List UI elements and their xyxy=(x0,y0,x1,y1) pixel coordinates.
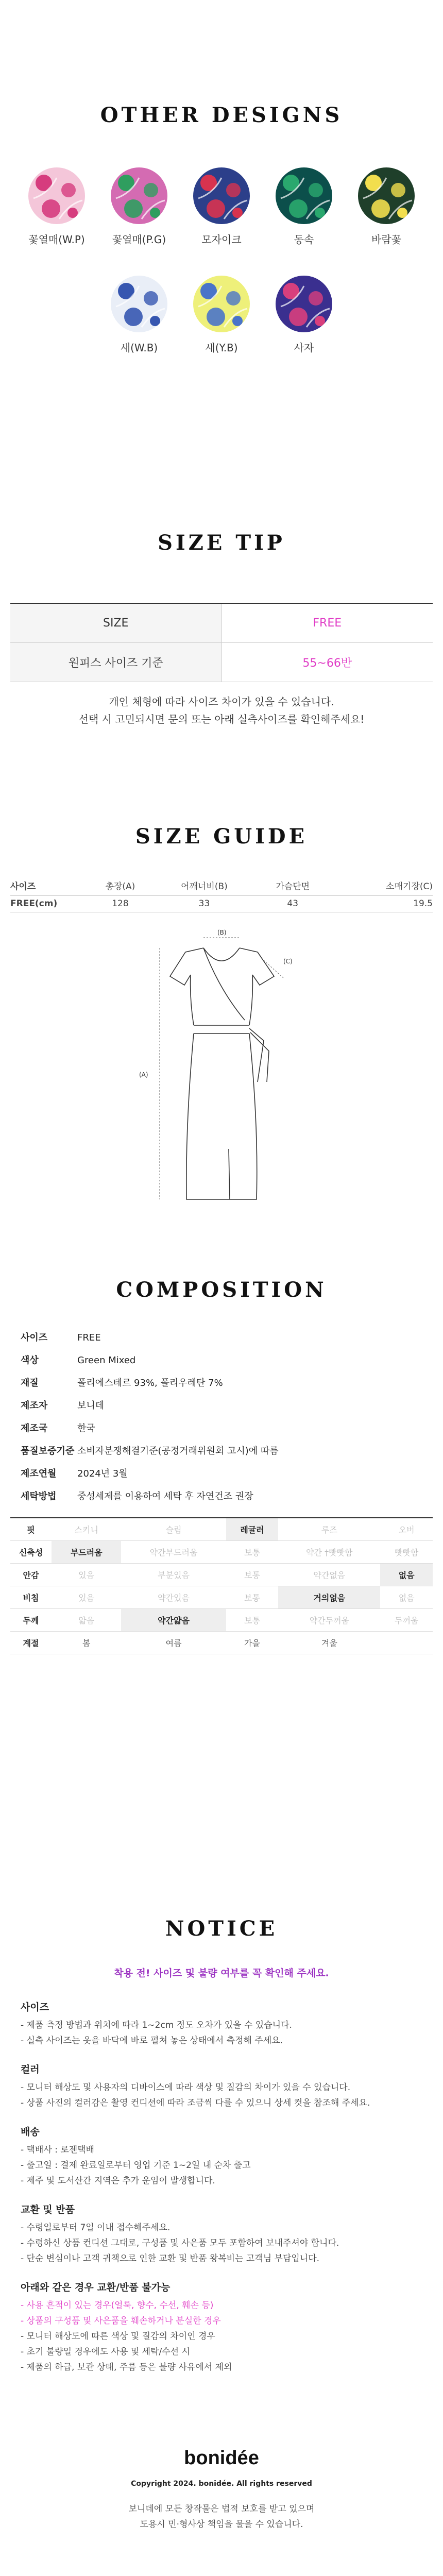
composition-value: FREE xyxy=(77,1332,101,1343)
notice-line: - 사용 흔적이 있는 경우(얼룩, 향수, 수선, 훼손 등) xyxy=(21,2300,214,2311)
design-option-label: 꽃열매(W.P) xyxy=(28,233,85,246)
design-option[interactable] xyxy=(180,167,263,246)
pattern-swatch xyxy=(276,167,332,224)
brand-legal-2: 도용시 민·형사상 책임을 물을 수 있습니다. xyxy=(140,2519,303,2530)
notice-line: - 수령하신 상품 컨디션 그대로, 구성품 및 사은품 모두 포함하여 보내주셔야 합니다. xyxy=(21,2238,339,2248)
fit-option-cell: 두꺼움 xyxy=(380,1608,433,1631)
fit-option-cell: 약간부드러움 xyxy=(121,1540,226,1563)
fit-option-cell: 슬림 xyxy=(121,1518,226,1540)
fit-option-cell: 있음 xyxy=(52,1586,121,1608)
fit-option-cell: 있음 xyxy=(52,1563,121,1586)
composition-row xyxy=(21,1349,422,1372)
notice-line: - 모니터 해상도 및 사용자의 디바이스에 따라 색상 및 질감의 차이가 있을 수 있습니다. xyxy=(21,2082,351,2093)
size-guide-data-row xyxy=(10,895,433,912)
composition-value: 중성세제를 이용하여 세탁 후 자연건조 권장 xyxy=(77,1491,253,1502)
size-guide-title: SIZE GUIDE xyxy=(135,824,308,849)
marker-a: (A) xyxy=(139,1071,148,1078)
fit-option-cell xyxy=(380,1631,433,1654)
composition-value: 폴리에스테르 93%, 폴리우레탄 7% xyxy=(77,1378,223,1388)
notice-line: - 모니터 해상도에 따른 색상 및 질감의 차이인 경우 xyxy=(21,2331,215,2342)
notice-section-heading: 아래와 같은 경우 교환/반품 불가능 xyxy=(21,2282,171,2293)
composition-key: 사이즈 xyxy=(21,1332,48,1343)
fit-option-row xyxy=(10,1540,433,1563)
size-guide-cell: 19.5 xyxy=(413,899,433,909)
design-option-label: 바람꽃 xyxy=(371,233,401,246)
composition-row xyxy=(21,1372,422,1395)
notice-line: - 상품의 구성품 및 사은품을 훼손하거나 분실한 경우 xyxy=(21,2316,221,2326)
notice-body xyxy=(21,1986,422,2375)
other-designs-title: OTHER DESIGNS xyxy=(100,103,343,127)
size-tip-row xyxy=(10,603,433,642)
pattern-swatch xyxy=(193,167,250,224)
fit-option-cell: 약간있음 xyxy=(121,1586,226,1608)
design-option[interactable] xyxy=(263,167,345,246)
size-tip-note-2: 선택 시 고민되시면 문의 또는 아래 실측사이즈를 확인해주세요! xyxy=(78,713,365,725)
composition-row xyxy=(21,1327,422,1349)
composition-value: 보니데 xyxy=(77,1400,105,1411)
fit-option-cell: 보통 xyxy=(226,1563,279,1586)
design-option[interactable] xyxy=(345,167,428,246)
fit-option-row xyxy=(10,1608,433,1631)
design-option-label: 모자이크 xyxy=(201,233,242,246)
notice-line: - 제품 측정 방법과 위치에 따라 1~2cm 정도 오차가 있을 수 있습니다. xyxy=(21,2020,292,2030)
notice-section-heading: 교환 및 반품 xyxy=(21,2204,75,2215)
composition-value: 한국 xyxy=(77,1423,95,1434)
brand-copyright: Copyright 2024. bonidée. All rights reserved xyxy=(131,2480,312,2488)
notice-line: - 제품의 하급, 보관 상태, 주름 등은 불량 사유에서 제외 xyxy=(21,2362,232,2372)
fit-option-cell: 레귤러 xyxy=(226,1518,279,1540)
fit-option-cell: 겨울 xyxy=(278,1631,380,1654)
design-option[interactable] xyxy=(98,276,180,354)
fit-option-row xyxy=(10,1518,433,1540)
composition-title: COMPOSITION xyxy=(116,1278,327,1302)
fit-option-cell: 없음 xyxy=(380,1586,433,1608)
size-guide-cell: 33 xyxy=(198,899,210,909)
composition-key: 제조연월 xyxy=(21,1468,57,1479)
fit-option-cell: 부드러움 xyxy=(52,1540,121,1563)
size-tip-key: SIZE xyxy=(10,603,222,642)
design-option-label: 꽃열매(P.G) xyxy=(112,233,166,246)
fit-option-cell: 오버 xyxy=(380,1518,433,1540)
fit-option-cell: 부분있음 xyxy=(121,1563,226,1586)
notice-section-heading: 배송 xyxy=(21,2126,40,2138)
pattern-swatch xyxy=(28,167,85,224)
fit-option-head: 두께 xyxy=(10,1608,52,1631)
fit-option-cell: 보통 xyxy=(226,1540,279,1563)
fit-option-cell: 봄 xyxy=(52,1631,121,1654)
pattern-swatch xyxy=(111,167,167,224)
fit-option-row xyxy=(10,1563,433,1586)
notice-line: - 상품 사진의 컬러감은 촬영 컨디션에 따라 조금씩 다를 수 있으니 상세 컷을 참조해 주세요. xyxy=(21,2098,370,2108)
fit-option-row xyxy=(10,1631,433,1654)
design-option-label: 새(W.B) xyxy=(120,342,158,354)
size-tip-value: FREE xyxy=(222,603,433,642)
size-guide-header-row xyxy=(10,876,433,895)
pattern-swatch xyxy=(111,276,167,332)
notice-section-heading: 사이즈 xyxy=(21,2002,49,2013)
pattern-swatch xyxy=(193,276,250,332)
size-tip-note-1: 개인 체형에 따라 사이즈 차이가 있을 수 있습니다. xyxy=(109,696,334,708)
size-tip-row xyxy=(10,642,433,682)
fit-option-cell: 약간 †빳빳함 xyxy=(278,1540,380,1563)
composition-value: Green Mixed xyxy=(77,1355,136,1366)
fit-option-cell: 보통 xyxy=(226,1608,279,1631)
design-option-label: 사자 xyxy=(294,342,314,354)
composition-row xyxy=(21,1440,422,1463)
composition-row xyxy=(21,1417,422,1440)
size-guide-header: 소매기장(C) xyxy=(386,882,433,892)
fit-option-head: 안감 xyxy=(10,1563,52,1586)
notice-section-heading: 컬러 xyxy=(21,2064,40,2075)
composition-value: 2024년 3월 xyxy=(77,1468,128,1479)
fit-option-cell: 약간얇음 xyxy=(121,1608,226,1631)
fit-option-cell: 빳빳함 xyxy=(380,1540,433,1563)
notice-line: - 실측 사이즈는 옷을 바닥에 바로 펼쳐 놓은 상태에서 측정해 주세요. xyxy=(21,2036,283,2046)
size-guide-table xyxy=(10,876,433,912)
marker-c: (C) xyxy=(283,958,293,965)
marker-b: (B) xyxy=(217,929,227,936)
fit-option-head: 계절 xyxy=(10,1631,52,1654)
design-option[interactable] xyxy=(98,167,180,246)
size-guide-header: 사이즈 xyxy=(10,882,36,892)
fit-option-head: 신축성 xyxy=(10,1540,52,1563)
size-tip-title: SIZE TIP xyxy=(158,531,285,555)
size-guide-cell: FREE(cm) xyxy=(10,899,58,909)
notice-line: - 단순 변심이나 고객 귀책으로 인한 교환 및 반품 왕복비는 고객님 부담입니다. xyxy=(21,2253,320,2264)
design-option[interactable] xyxy=(180,276,263,354)
composition-key: 품질보증기준 xyxy=(21,1446,75,1456)
fit-option-cell: 여름 xyxy=(121,1631,226,1654)
notice-title: NOTICE xyxy=(165,1917,278,1941)
fit-option-head: 핏 xyxy=(10,1518,52,1540)
composition-key: 재질 xyxy=(21,1378,39,1388)
size-guide-header: 가슴단면 xyxy=(276,882,310,892)
fit-option-cell: 얇음 xyxy=(52,1608,121,1631)
composition-key: 세탁방법 xyxy=(21,1491,57,1502)
size-guide-cell: 128 xyxy=(112,899,129,909)
size-tip-value: 55~66반 xyxy=(222,642,433,682)
size-guide-header: 총장(A) xyxy=(105,882,135,892)
notice-line: - 출고일 : 결제 완료일로부터 영업 기준 1~2일 내 순차 출고 xyxy=(21,2160,251,2171)
composition-key: 제조국 xyxy=(21,1423,48,1434)
composition-value: 소비자분쟁해결기준(공정거래위원회 고시)에 따름 xyxy=(77,1446,279,1456)
fit-option-cell: 루즈 xyxy=(278,1518,380,1540)
design-option[interactable] xyxy=(15,167,98,246)
size-guide-cell: 43 xyxy=(287,899,299,909)
composition-list xyxy=(21,1327,422,1508)
fit-option-cell: 가을 xyxy=(226,1631,279,1654)
fit-option-cell: 약간두꺼움 xyxy=(278,1608,380,1631)
pattern-swatch xyxy=(276,276,332,332)
fit-option-head: 비침 xyxy=(10,1586,52,1608)
fit-options-table xyxy=(10,1517,433,1654)
design-option-label: 동속 xyxy=(294,233,314,246)
fit-option-cell: 없음 xyxy=(380,1563,433,1586)
composition-row xyxy=(21,1463,422,1485)
notice-line: - 택배사 : 로젠택배 xyxy=(21,2145,95,2155)
fit-option-cell: 거의없음 xyxy=(278,1586,380,1608)
fit-option-cell: 약간없음 xyxy=(278,1563,380,1586)
size-tip-table xyxy=(10,603,433,682)
design-option-label: 새(Y.B) xyxy=(205,342,238,354)
brand-legal-1: 보니데에 모든 창작물은 법적 보호를 받고 있으며 xyxy=(128,2504,315,2514)
brand-logo: bonidée xyxy=(184,2447,259,2469)
composition-row xyxy=(21,1485,422,1508)
fit-option-cell: 보통 xyxy=(226,1586,279,1608)
fit-option-row xyxy=(10,1586,433,1608)
fit-option-cell: 스키니 xyxy=(52,1518,121,1540)
composition-key: 제조자 xyxy=(21,1400,48,1411)
pattern-swatch xyxy=(358,167,415,224)
notice-line: - 제주 및 도서산간 지역은 추가 운임이 발생합니다. xyxy=(21,2176,215,2186)
notice-line: - 수령일로부터 7일 이내 접수해주세요. xyxy=(21,2223,171,2233)
composition-key: 색상 xyxy=(21,1355,39,1366)
design-option[interactable] xyxy=(263,276,345,354)
size-guide-header: 어깨너비(B) xyxy=(181,882,228,892)
dress-sketch xyxy=(129,927,314,1216)
composition-row xyxy=(21,1395,422,1417)
notice-highlight xyxy=(0,1965,443,1979)
notice-highlight-text: 착용 전! 사이즈 및 불량 여부를 꼭 확인해 주세요. xyxy=(114,1968,329,1979)
size-tip-key: 원피스 사이즈 기준 xyxy=(10,642,222,682)
notice-line: - 초기 불량일 경우에도 사용 및 세탁/수선 시 xyxy=(21,2347,190,2357)
